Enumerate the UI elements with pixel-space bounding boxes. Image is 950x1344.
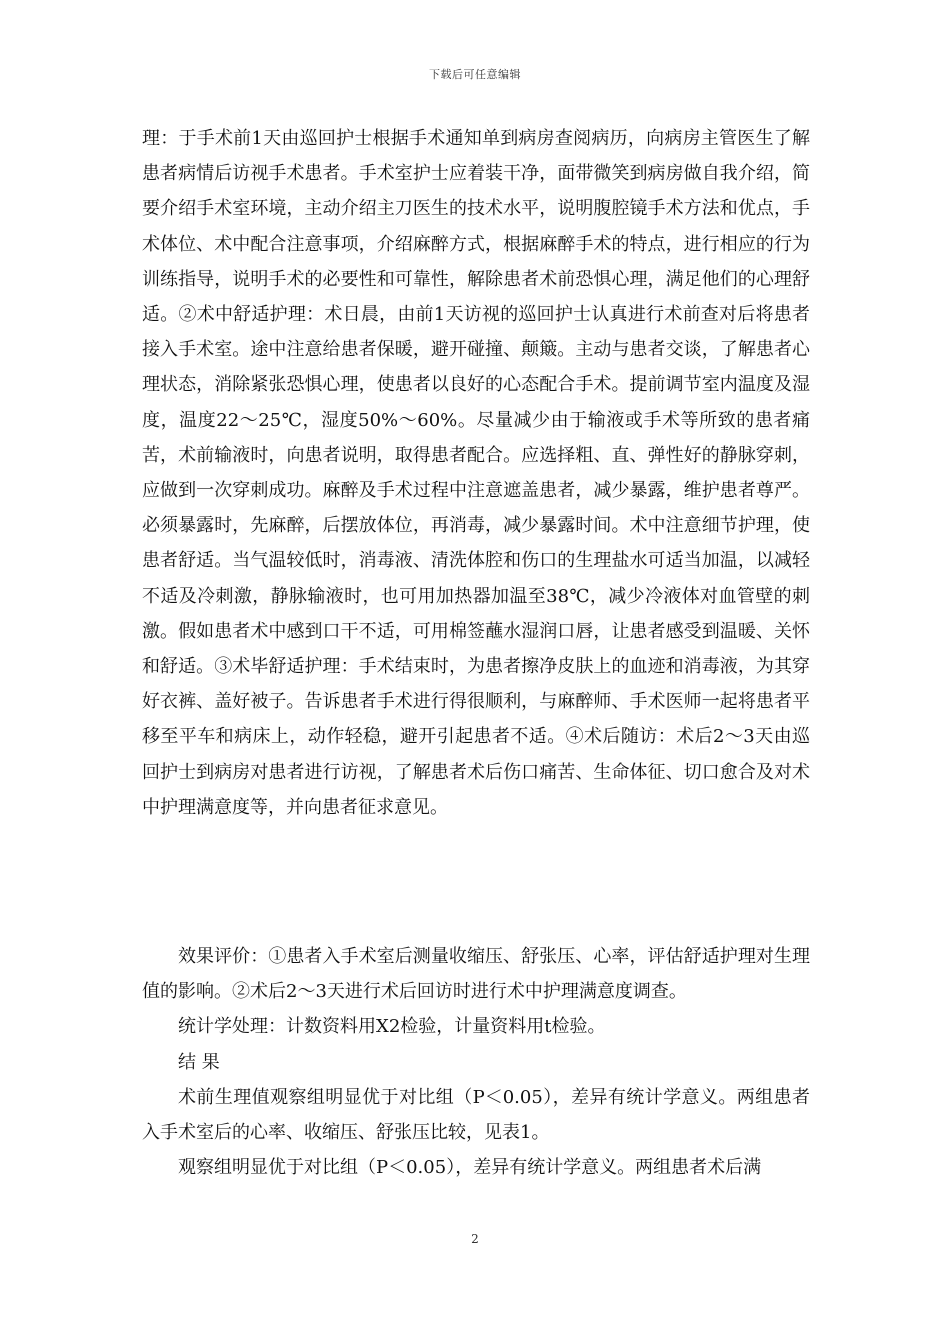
page-header: 下载后可任意编辑	[429, 68, 521, 81]
section-heading-results: 结 果	[178, 1051, 220, 1073]
paragraph-results-physiology: 术前生理值观察组明显优于对比组（P＜0.05），差异有统计学意义。两组患者入手术室后的心率、收缩压、舒张压比较，见表1。	[142, 1086, 810, 1144]
paragraph-results-satisfaction: 观察组明显优于对比组（P＜0.05），差异有统计学意义。两组患者术后满	[178, 1157, 762, 1179]
paragraph-effect-evaluation: 效果评价：①患者入手术室后测量收缩压、舒张压、心率，评估舒适护理对生理值的影响。②术后2～3天进行术后回访时进行术中护理满意度调查。	[142, 946, 810, 1003]
page-number: 2	[471, 1232, 479, 1246]
paragraph-nursing-procedure: 理：于手术前1天由巡回护士根据手术通知单到病房查阅病历，向病房主管医生了解患者病情后访视手术患者。手术室护士应着装干净，面带微笑到病房做自我介绍，简要介绍手术室环境，主动介绍主刀医生的技术水平，说明腹腔镜手术方法和优点，手术体位、术中配合注意事项，介绍麻醉方式，根据麻醉手术的特点，进行相应的行为训练指导，说明手术的必要性和可靠性，解除患者术前恐惧心理，满足他们的心理舒适。②术中舒适护理：术日晨，由前1天访视的巡回护士认真进行术前查对后将患者接入手术室。途中注意给患者保暖，避开碰撞、颠簸。主动与患者交谈，了解患者心理状态，消除紧张恐惧心理，使患者以良好的心态配合手术。提前调节室内温度及湿度，温度22～25℃，湿度50%～60%。尽量减少由于输液或手术等所致的患者痛苦，术前输液时，向患者说明，取得患者配合。应选择粗、直、弹性好的静脉穿刺，应做到一次穿刺成功。麻醉及手术过程中注意遮盖患者，减少暴露，维护患者尊严。必须暴露时，先麻醉，后摆放体位，再消毒，减少暴露时间。术中注意细节护理，使患者舒适。当气温较低时，消毒液、清洗体腔和伤口的生理盐水可适当加温，以减轻不适及冷刺激，静脉输液时，也可用加热器加温至38℃，减少冷液体对血管壁的刺激。假如患者术中感到口干不适，可用棉签蘸水湿润口唇，让患者感受到温暖、关怀和舒适。③术毕舒适护理：手术结束时，为患者擦净皮肤上的血迹和消毒液，为其穿好衣裤、盖好被子。告诉患者手术进行得很顺利，与麻醉师、手术医师一起将患者平移至平车和病床上，动作轻稳，避开引起患者不适。④术后随访：术后2～3天由巡回护士到病房对患者进行访视，了解患者术后伤口痛苦、生命体征、切口愈合及对术中护理满意度等，并向患者征求意见。	[142, 128, 810, 818]
paragraph-statistics: 统计学处理：计数资料用X2检验，计量资料用t检验。	[178, 1016, 606, 1038]
main-text-block	[142, 121, 810, 825]
results-text-block	[142, 939, 810, 1185]
